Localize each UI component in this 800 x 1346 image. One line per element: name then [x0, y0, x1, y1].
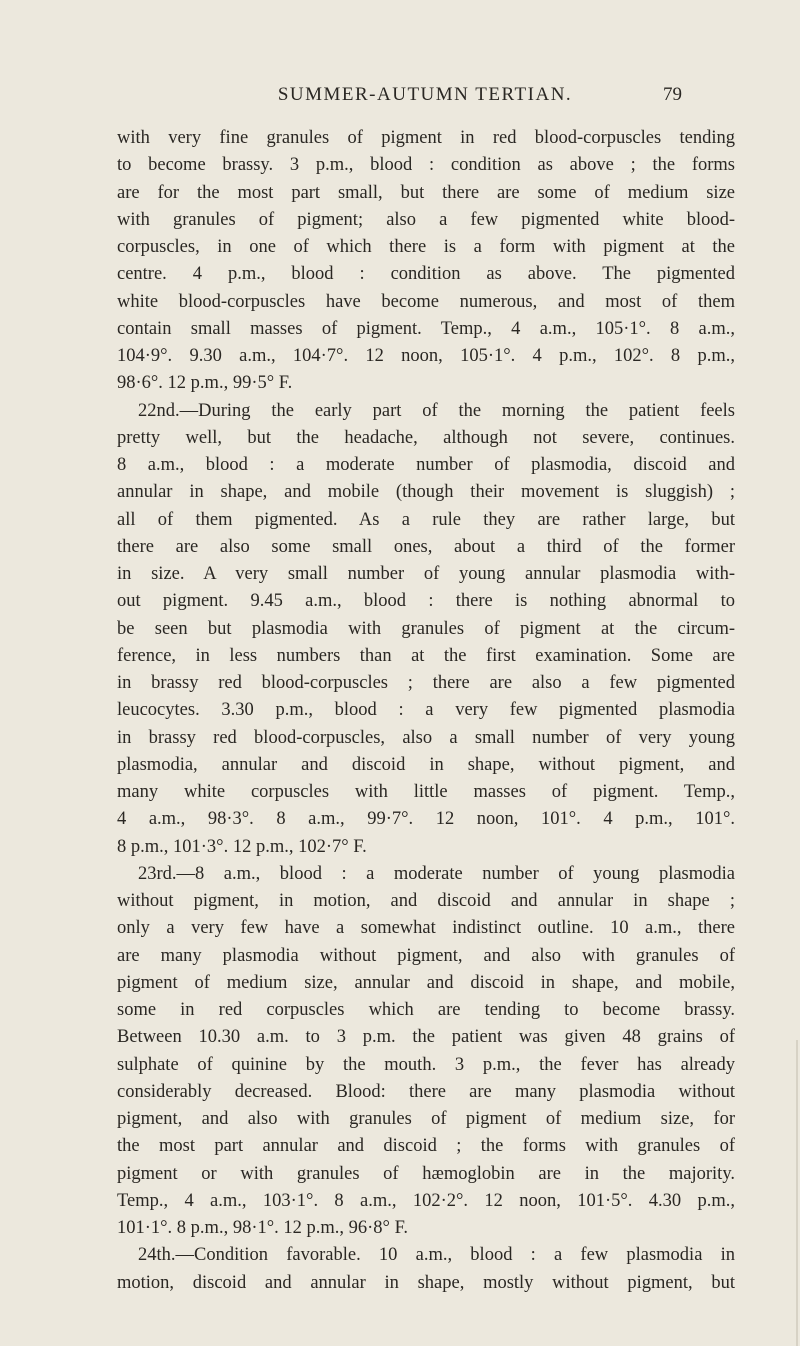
text-line: centre. 4 p.m., blood : condition as above. The pigmented	[117, 264, 735, 285]
text-line: to become brassy. 3 p.m., blood : condition as above ; the forms	[117, 155, 735, 176]
text-line: are many plasmodia without pigment, and also with granules of	[117, 945, 735, 966]
text-line: pretty well, but the headache, although not severe, continues.	[117, 427, 735, 448]
running-head-title: SUMMER-AUTUMN TERTIAN.	[277, 84, 573, 105]
text-line: all of them pigmented. As a rule they are rather large, but	[117, 509, 735, 530]
text-line: 101·1°. 8 p.m., 98·1°. 12 p.m., 96·8° F.	[117, 1218, 409, 1238]
text-line: only a very few have a somewhat indistinct outline. 10 a.m., there	[117, 918, 735, 939]
text-line: 8 a.m., blood : a moderate number of plasmodia, discoid and	[117, 455, 735, 475]
text-line: 4 a.m., 98·3°. 8 a.m., 99·7°. 12 noon, 101°. 4 p.m., 101°.	[117, 809, 735, 830]
text-line: out pigment. 9.45 a.m., blood : there is nothing abnormal to	[117, 591, 735, 612]
text-line: leucocytes. 3.30 p.m., blood : a very few pigmented plasmodia	[117, 700, 735, 721]
text-line: some in red corpuscles which are tending to become brassy.	[117, 1000, 735, 1020]
text-line: 104·9°. 9.30 a.m., 104·7°. 12 noon, 105·1°. 4 p.m., 102°. 8 p.m.,	[117, 346, 735, 366]
text-line: plasmodia, annular and discoid in shape, without pigment, and	[117, 754, 735, 775]
text-line: considerably decreased. Blood: there are many plasmodia without	[117, 1081, 735, 1102]
body-text	[117, 125, 735, 1297]
text-line: in brassy red blood-corpuscles ; there are also a few pigmented	[117, 673, 735, 693]
text-line: 98·6°. 12 p.m., 99·5° F.	[117, 373, 293, 394]
text-line: annular in shape, and mobile (though their movement is sluggish) ;	[117, 482, 735, 503]
text-line: pigment or with granules of hæmoglobin are in the majority.	[117, 1163, 735, 1184]
text-line: many white corpuscles with little masses of pigment. Temp.,	[117, 782, 735, 802]
text-line: 23rd.—8 a.m., blood : a moderate number of young plasmodia	[138, 863, 735, 884]
page-number: 79	[663, 84, 682, 105]
text-line: the most part annular and discoid ; the forms with granules of	[117, 1136, 735, 1157]
text-line: in size. A very small number of young annular plasmodia with-	[117, 564, 735, 584]
text-line: without pigment, in motion, and discoid and annular in shape ;	[117, 891, 735, 911]
text-line: there are also some small ones, about a third of the former	[117, 536, 735, 557]
text-line: are for the most part small, but there are some of medium size	[117, 182, 735, 203]
text-line: 8 p.m., 101·3°. 12 p.m., 102·7° F.	[117, 836, 367, 857]
text-line: pigment, and also with granules of pigment of medium size, for	[117, 1109, 735, 1129]
text-line: be seen but plasmodia with granules of pigment at the circum-	[117, 618, 735, 639]
text-line: with granules of pigment; also a few pigmented white blood-	[117, 209, 735, 230]
text-line: Between 10.30 a.m. to 3 p.m. the patient was given 48 grains of	[117, 1027, 735, 1048]
running-head	[0, 84, 800, 112]
text-line: Temp., 4 a.m., 103·1°. 8 a.m., 102·2°. 12 noon, 101·5°. 4.30 p.m.,	[117, 1190, 735, 1211]
text-line: corpuscles, in one of which there is a form with pigment at the	[117, 237, 735, 257]
text-line: 24th.—Condition favorable. 10 a.m., blood : a few plasmodia in	[138, 1245, 735, 1266]
page-edge-shadow	[796, 1040, 798, 1346]
text-line: white blood-corpuscles have become numerous, and most of them	[117, 291, 735, 312]
text-line: ference, in less numbers than at the first examination. Some are	[117, 645, 735, 666]
text-line: pigment of medium size, annular and discoid in shape, and mobile,	[117, 972, 735, 993]
text-line: motion, discoid and annular in shape, mostly without pigment, but	[117, 1272, 735, 1293]
text-line: sulphate of quinine by the mouth. 3 p.m., the fever has already	[117, 1054, 735, 1075]
text-line: with very fine granules of pigment in red blood-corpuscles tending	[117, 128, 735, 148]
text-line: in brassy red blood-corpuscles, also a small number of very young	[117, 727, 735, 748]
text-line: contain small masses of pigment. Temp., 4 a.m., 105·1°. 8 a.m.,	[117, 318, 735, 339]
text-line: 22nd.—During the early part of the morning the patient feels	[138, 400, 735, 421]
